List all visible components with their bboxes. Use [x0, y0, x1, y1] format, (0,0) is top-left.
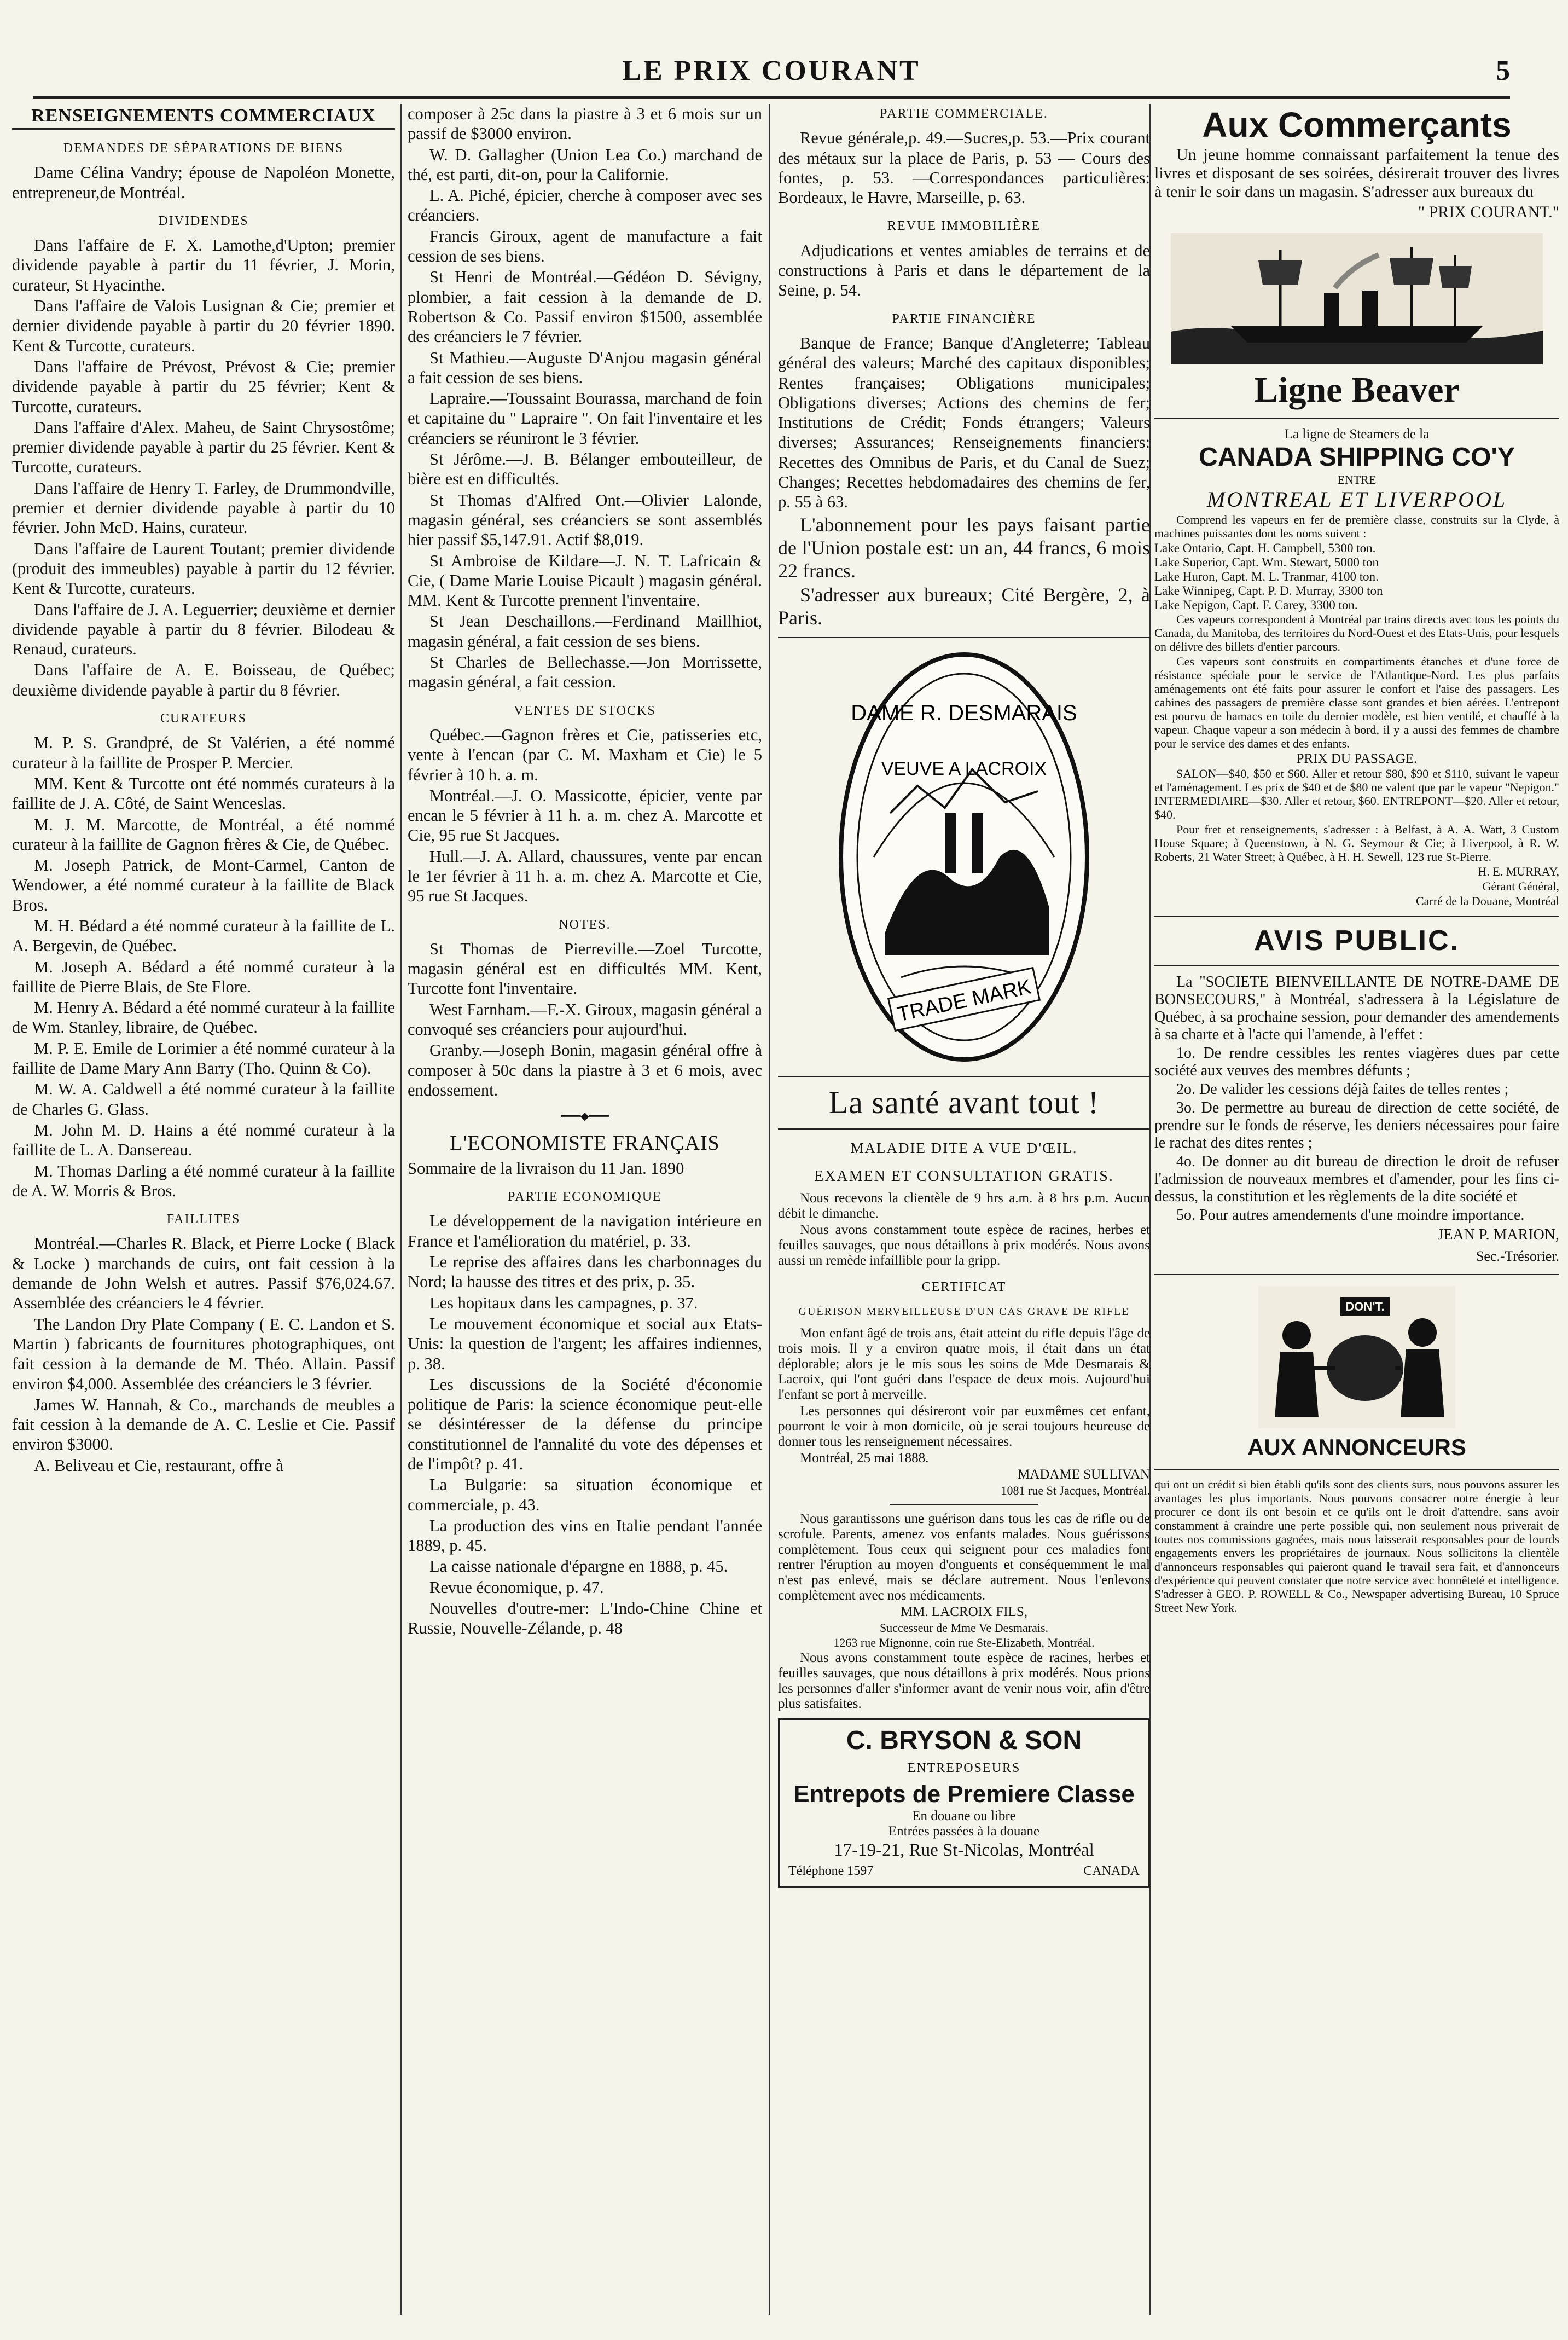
paragraph: Ces vapeurs correspondent à Montréal par trains directs avec tous les points du Canada, du Manitoba, des territoires du Nord-Ouest et des Etats-Unis, pour lesquels on délivre des billets d'entier parcours. [1154, 612, 1559, 654]
list-item: Dans l'affaire de A. E. Boisseau, de Québec; deuxième dividende payable à partir du 8 février. [12, 661, 395, 699]
curateurs-list [12, 733, 395, 1201]
dividendes-list [12, 235, 395, 700]
list-item: A. Beliveau et Cie, restaurant, offre à [34, 1456, 283, 1475]
list-item: Montréal.—J. O. Massicotte, épicier, vente par encan le 5 février à 11 h. a. m. chez A. Marcotte et Cie, 95 rue St Jacques. [408, 786, 762, 845]
dont-illustration [1258, 1286, 1455, 1428]
list-item: M. P. E. Emile de Lorimier a été nommé curateur à la faillite de Dame Mary Ann Barry (Tho. Quinn & Co). [12, 1039, 395, 1078]
subheading: REVUE IMMOBILIÈRE [887, 219, 1041, 234]
list-item: Le reprise des affaires dans les charbonnages du Nord; la hausse des titres et des prix, p. 35. [408, 1253, 762, 1291]
list-item: Lake Ontario, Capt. H. Campbell, 5300 ton. [1154, 541, 1376, 555]
avis-title: AVIS PUBLIC. [1254, 925, 1460, 957]
list-item: Revue économique, p. 47. [429, 1578, 604, 1597]
bryson-line: En douane ou libre [912, 1809, 1016, 1824]
column-4 [1154, 104, 1559, 2315]
separator [778, 1128, 1150, 1130]
list-item: La production des vins en Italie pendant l'année 1889, p. 45. [408, 1516, 762, 1555]
notes-list [408, 939, 762, 1100]
column-1 [12, 104, 395, 2315]
signature-name: MM. LACROIX FILS, [901, 1604, 1027, 1619]
signature: " PRIX COURANT." [1418, 203, 1559, 221]
paragraph: Nous avons constamment toute espèce de racines, herbes et feuilles sauvages, que nous détaillons à prix modérés. Nous prions les personnes d'aller s'informer avant de venir nous voir, afin d'être plus satisfaites. [778, 1650, 1150, 1711]
list-item: West Farnham.—F.-X. Giroux, magasin général a convoqué ses créanciers pour aujourd'hui. [408, 1000, 762, 1039]
list-item: Francis Giroux, agent de manufacture a fait cession de ses biens. [408, 227, 762, 266]
economiste-intro: Sommaire de la livraison du 11 Jan. 1890 [408, 1159, 684, 1178]
list-item: Granby.—Joseph Bonin, magasin général offre à composer à 50c dans la piastre à 3 et 6 mois, avec endossement. [408, 1041, 762, 1099]
list-item: Montréal.—Charles R. Black, et Pierre Locke ( Black & Locke ) marchands de cuirs, ont fait cession à la demande de John Welsh et autres. Passif $76,024.67. Assemblée des créanciers le 4 février. [12, 1234, 395, 1313]
masthead [33, 49, 1510, 99]
separator [890, 1504, 1038, 1505]
bryson-advertisement [778, 1718, 1150, 1889]
subheading: CURATEURS [160, 711, 247, 726]
seal-top-text: DAME R. DESMARAIS [851, 700, 1077, 725]
signature-name: H. E. MURRAY, [1478, 865, 1559, 879]
list-item: 2o. De valider les cessions déjà faites de telles rentes ; [1176, 1081, 1509, 1098]
list-item: Hull.—J. A. Allard, chaussures, vente par encan le 1er février à 11 h. a. m. chez A. Marcotte et Cie, 95 rue St Jacques. [408, 847, 762, 906]
list-item: Le mouvement économique et social aux Etats-Unis: la question de l'argent; les affaires indiennes, p. 38. [408, 1314, 762, 1373]
signature-address: 1081 rue St Jacques, Montréal. [1001, 1483, 1150, 1497]
column-3 [778, 104, 1150, 2315]
paragraph: qui ont un crédit si bien établi qu'ils sont des clients surs, nous pouvons assurer les avantages les plus importants. Nous pouvons consacrer notre énergie à leur procurer ce dont ils ont besoin et ce qu'ils ont le droit d'attendre, sans avoir constamment à craindre une perte possible qui, non seulement nous priverait de toutes nos commissions gagnées, mais nous laisserait responsables pour de lourds engagements envers les propriétaires de journaux. Nous sollicitons la clientèle d'annonceurs responsables qui paieront quand le travail sera fait, et d'annonceurs d'expérience qui peuvent constater que notre service avec honnêteté et intelligence. S'adresser à GEO. P. ROWELL & Co., Newspaper advertising Bureau, 10 Spruce Street New York. [1154, 1477, 1559, 1614]
ships-list [1154, 541, 1559, 612]
separations-list [12, 163, 395, 202]
bryson-telephone: Téléphone 1597 [788, 1864, 874, 1879]
list-item: Dans l'affaire de F. X. Lamothe,d'Upton; premier dividende payable à partir du 11 février, J. Morin, curateur, St Hyacinthe. [12, 236, 395, 294]
annonceurs-title: AUX ANNONCEURS [1247, 1434, 1466, 1460]
subheading: PARTIE FINANCIÈRE [892, 311, 1036, 326]
signature-title: Sec.-Trésorier. [1476, 1248, 1559, 1264]
beaver-title: Ligne Beaver [1254, 370, 1460, 410]
column-divider [769, 104, 770, 2315]
signature-title: Gérant Général, [1482, 879, 1559, 894]
list-item: 3o. De permettre au bureau de direction de cette société, de prendre sur le fonds de réserve, les deniers nécessaires pour faire le rachat des dites rentes ; [1154, 1099, 1559, 1152]
faillites-continued [408, 104, 762, 692]
list-item: Lake Huron, Capt. M. L. Tranmar, 4100 ton. [1154, 570, 1379, 584]
list-item: 4o. De donner au dit bureau de direction le droit de refuser l'admission de nouveaux membres et d'amender, pour les fins ci-dessus, la constitution et les règlements de la dite société et [1154, 1153, 1559, 1206]
paragraph: Un jeune homme connaissant parfaitement la tenue des livres et disposant de ses soirées, désirerait trouver des livres à tenir le soir dans un magasin. S'adresser aux bureaux du [1154, 146, 1559, 201]
subheading: NOTES. [559, 917, 611, 932]
list-item: James W. Hannah, & Co., marchands de meubles a fait cession à la demande de A. C. Leslie et Cie. Passif environ $3000. [12, 1395, 395, 1454]
signature-address: Carré de la Douane, Montréal [1415, 894, 1559, 908]
separator [1154, 1469, 1559, 1470]
ornament-divider: ━━━◆━━━ [561, 1110, 609, 1123]
signature-name: MADAME SULLIVAN [1018, 1467, 1150, 1482]
paragraph: SALON—$40, $50 et $60. Aller et retour $80, $90 et $110, suivant le vapeur et l'aménagement. Les prix de $40 et de $80 ne valent que par le vapeur "Nepigon." INTERMEDIAIRE—$30. Aller et retour, $60. ENTREPONT—$20. Aller et retour, $40. [1154, 767, 1559, 822]
column-divider [400, 104, 402, 2315]
separator [1154, 1274, 1559, 1275]
list-item: Dans l'affaire de Valois Lusignan & Cie; premier et dernier dividende payable à partir du 20 février 1890. Kent & Turcotte, curateurs. [12, 297, 395, 355]
bryson-country: CANADA [1083, 1864, 1140, 1879]
list-item: L. A. Piché, épicier, cherche à composer avec ses créanciers. [408, 186, 762, 225]
economiste-list [408, 1211, 762, 1638]
list-item: M. Joseph A. Bédard a été nommé curateur à la faillite de Pierre Blais, de Ste Flore. [12, 957, 395, 996]
list-item: Le développement de la navigation intérieure en France et l'amélioration du matériel, p. 33. [408, 1212, 762, 1250]
masthead-rule [33, 96, 1510, 99]
faillites-list [12, 1233, 395, 1475]
list-item: MM. Kent & Turcotte ont été nommés curateurs à la faillite de J. A. Côté, de Saint Wenceslas. [12, 774, 395, 813]
list-item: Lapraire.—Toussaint Bourassa, marchand de foin et capitaine du " Lapraire ". On fait l'inventaire et les créanciers se réuniront le 3 février. [408, 389, 762, 448]
paragraph: Mon enfant âgé de trois ans, était atteint du rifle depuis l'âge de trois mois. Il y a environ quatre mois, il était dans un état déplorable; alors je le mis sous les soins de Mde Desmarais & Lacroix, qui l'ont guéri dans l'espace de deux mois. Aujourd'hui l'enfant se port à merveille. [778, 1325, 1150, 1402]
list-item: Dans l'affaire de Laurent Toutant; premier dividende (produit des immeubles) payable à partir du 12 février. Kent & Turcotte, curateurs. [12, 539, 395, 598]
adresse: S'adresser aux bureaux; Cité Bergère, 2, à Paris. [778, 583, 1150, 629]
list-item: W. D. Gallagher (Union Lea Co.) marchand de thé, est parti, dit-on, pour la Californie. [408, 145, 762, 184]
beaver-route: MONTREAL ET LIVERPOOL [1206, 487, 1507, 512]
paragraph: Montréal, 25 mai 1888. [800, 1450, 929, 1466]
list-item: Lake Winnipeg, Capt. P. D. Murray, 3300 ton [1154, 584, 1383, 598]
economiste-title: L'ECONOMISTE FRANÇAIS [450, 1131, 720, 1155]
list-item: La Bulgarie: sa situation économique et commerciale, p. 43. [408, 1475, 762, 1514]
separator [778, 637, 1150, 638]
list-item: composer à 25c dans la piastre à 3 et 6 mois sur un passif de $3000 environ. [408, 105, 762, 143]
paragraph: Ces vapeurs sont construits en compartiments étanches et d'une force de résistance spéciale pour le service de l'Atlantique-Nord. Les plus parfaits aménagements ont été faits pour assurer le confort et l'aise des passagers. Les cabines des passagers de première classe sont grandes et bien aérées. L'entrepont est pourvu de hamacs en toile du dernier modèle, est bien ventilé, et chauffé à la vapeur. Chaque vapeur a son médecin à bord, il y a aussi des femmes de chambre pour le service des dames et des enfants. [1154, 654, 1559, 751]
paragraph: Nous avons constamment toute espèce de racines, herbes et feuilles sauvages, que nous détaillons à prix modérés. Nous avons aussi un remède infaillible pour la gripp. [778, 1223, 1150, 1269]
paragraph: Pour fret et renseignements, s'adresser : à Belfast, à A. A. Watt, 3 Custom House Square; à Queenstown, à N. G. Seymour & Cie; à Liverpool, à R. W. Roberts, 21 Water Street; à Québec, à H. H. Sewell, 123 rue St-Pierre. [1154, 823, 1559, 864]
separator [1154, 965, 1559, 966]
list-item: Dans l'affaire de Prévost, Prévost & Cie; premier dividende payable à partir du 25 février; Kent & Turcotte, curateurs. [12, 357, 395, 416]
list-item: Nouvelles d'outre-mer: L'Indo-Chine Chine et Russie, Nouvelle-Zélande, p. 48 [408, 1599, 762, 1638]
seal-inner-text: VEUVE A LACROIX [881, 758, 1047, 779]
list-item: Dans l'affaire de Henry T. Farley, de Drummondville, premier et dernier dividende payable à partir du 10 février. John McD. Hains, curateur. [12, 478, 395, 537]
list-item: The Landon Dry Plate Company ( E. C. Landon et S. Martin ) fabricants de fournitures photographiques, ont fait cession à la demande de M. Théo. Allain. Passif environ $4,000. Assemblée des créanciers le 3 février. [12, 1314, 395, 1393]
avis-list [1154, 1045, 1559, 1224]
section-heading: RENSEIGNEMENTS COMMERCIAUX [12, 104, 395, 130]
list-item: St Jérôme.—J. B. Bélanger embouteilleur, de bière est en difficultés. [408, 450, 762, 489]
paragraph: Nous garantissons une guérison dans tous les cas de rifle ou de scrofule. Parents, amenez vos enfants malades. Nous guérissons complètement. Tous ceux qui seignent pour ces maladies font rentrer l'éruption au moyen d'onguents et conséquemment le mal n'est pas enlevé, mais se déclare autrement. Nous l'enlevons complètement avec nos médicaments. [778, 1511, 1150, 1603]
beaver-company: CANADA SHIPPING CO'Y [1199, 443, 1515, 472]
newspaper-title: LE PRIX COURANT [622, 55, 921, 86]
subheading: FAILLITES [166, 1212, 241, 1227]
list-item: M. Joseph Patrick, de Mont-Carmel, Canton de Wendower, a été nommé curateur à la faillite de Black Bros. [12, 856, 395, 914]
list-item: St Mathieu.—Auguste D'Anjou magasin général a fait cession de ses biens. [408, 348, 762, 387]
trademark-seal-image [835, 649, 1093, 1065]
guerison-heading: GUÉRISON MERVEILLEUSE D'UN CAS GRAVE DE RIFLE [798, 1305, 1130, 1318]
maladie-heading: MALADIE DITE A VUE D'ŒIL. [850, 1139, 1078, 1156]
column-2 [408, 104, 762, 2315]
ventes-list [408, 725, 762, 906]
list-item: M. John M. D. Hains a été nommé curateur à la faillite de L. A. Dansereau. [12, 1120, 395, 1160]
dont-sign-text: DON'T. [1345, 1299, 1385, 1313]
bryson-line: Entrées passées à la douane [888, 1824, 1040, 1839]
signature-name: JEAN P. MARION, [1437, 1226, 1559, 1244]
beaver-sub: La ligne de Steamers de la [1284, 427, 1430, 442]
list-item: M. Thomas Darling a été nommé curateur à la faillite de A. W. Morris & Bros. [12, 1161, 395, 1200]
separator [778, 1076, 1150, 1077]
seal-bottom-text: TRADE MARK [895, 975, 1033, 1027]
list-item: M. Henry A. Bédard a été nommé curateur à la faillite de Wm. Stanley, libraire, de Québec. [12, 998, 395, 1037]
paragraph: Revue générale,p. 49.—Sucres,p. 53.—Prix courant des métaux sur la place de Paris, p. 53 — Cours des fontes, p. 53. —Correspondances particulières: Bordeaux, le Havre, Marseille, p. 63. [778, 129, 1150, 207]
subheading: DIVIDENDES [158, 213, 249, 228]
list-item: La caisse nationale d'épargne en 1888, p. 45. [429, 1557, 728, 1576]
list-item: St Jean Deschaillons.—Ferdinand Maillhiot, magasin général, a fait cession de ses biens. [408, 612, 762, 651]
list-item: 5o. Pour autres amendements d'une moindre importance. [1176, 1207, 1525, 1224]
list-item: M. W. A. Caldwell a été nommé curateur à la faillite de Charles G. Glass. [12, 1080, 395, 1119]
list-item: St Charles de Bellechasse.—Jon Morrissette, magasin général, a fait cession. [408, 653, 762, 692]
list-item: Dans l'affaire d'Alex. Maheu, de Saint Chrysostôme; premier dividende payable à partir du 25 février. Kent & Turcotte, curateurs. [12, 418, 395, 477]
paragraph: Banque de France; Banque d'Angleterre; Tableau général des valeurs; Marché des capitaux disponibles; Rentes françaises; Obligations municipales; Obligations diverses; Actions des chemins de fer; Institutions de Crédit; Fonds étrangers; Valeurs diverses; Assurances; Renseignements financiers: Recettes des Omnibus de Paris, et du Canal de Suez; Changes; Recettes hebdomadaires des chemins de fer, p. 55 à 63. [778, 333, 1150, 512]
list-item: Québec.—Gagnon frères et Cie, patisseries etc, vente à l'encan (par C. M. Maxham et Cie) le 5 février à 10 h. a. m. [408, 725, 762, 784]
beaver-entre: ENTRE [1337, 473, 1377, 487]
list-item: Lake Superior, Capt. Wm. Stewart, 5000 ton [1154, 555, 1379, 570]
bryson-name: C. BRYSON & SON [846, 1725, 1082, 1755]
paragraph: La "SOCIETE BIENVEILLANTE DE NOTRE-DAME DE BONSECOURS," à Montréal, s'adressera à la Législature de Québec, à sa prochaine session, pour demander des amendements à sa charte et à l'acte qui l'amende, à l'effet : [1154, 974, 1559, 1044]
paragraph: Nous recevons la clientèle de 9 hrs a.m. à 8 hrs p.m. Aucun débit le dimanche. [778, 1191, 1150, 1221]
separator [1154, 916, 1559, 917]
passage-title: PRIX DU PASSAGE. [1296, 751, 1418, 767]
abonnement: L'abonnement pour les pays faisant partie de l'Union postale est: un an, 44 francs, 6 mois 22 francs. [778, 513, 1150, 582]
list-item: M. H. Bédard a été nommé curateur à la faillite de L. A. Bergevin, de Québec. [12, 916, 395, 955]
subheading: DEMANDES DE SÉPARATIONS DE BIENS [63, 141, 344, 155]
list-item: Dans l'affaire de J. A. Leguerrier; deuxième et dernier dividende payable à partir du 8 février. Bilodeau & Renaud, curateurs. [12, 600, 395, 659]
list-item: St Thomas d'Alfred Ont.—Olivier Lalonde, magasin général, ses créanciers se sont assemblés hier passif $5,147.91. Actif $8,019. [408, 490, 762, 549]
list-item: St Thomas de Pierreville.—Zoel Turcotte, magasin général est en difficultés MM. Kent, Turcotte font l'inventaire. [408, 939, 762, 998]
paragraph: Comprend les vapeurs en fer de première classe, construits sur la Clyde, à machines puissantes dont les noms suivent : [1154, 513, 1559, 541]
signature-sub: Successeur de Mme Ve Desmarais. [879, 1620, 1049, 1635]
commercants-title: Aux Commerçants [1202, 105, 1512, 144]
subheading: VENTES DE STOCKS [514, 703, 656, 718]
bryson-headline: Entrepots de Premiere Classe [793, 1781, 1135, 1808]
paragraph: Adjudications et ventes amiables de terrains et de constructions à Paris et dans le département de la Seine, p. 54. [778, 241, 1150, 300]
list-item: Dame Célina Vandry; épouse de Napoléon Monette, entrepreneur,de Montréal. [12, 163, 395, 202]
list-item: M. P. S. Grandpré, de St Valérien, a été nommé curateur à la faillite de Prosper P. Mercier. [12, 733, 395, 772]
examen-heading: EXAMEN ET CONSULTATION GRATIS. [814, 1167, 1114, 1185]
steamship-image [1171, 233, 1543, 364]
list-item: M. J. M. Marcotte, de Montréal, a été nommé curateur à la faillite de Gagnon frères & Cie, de Québec. [12, 815, 395, 854]
list-item: 1o. De rendre cessibles les rentes viagères dues par cette société aux veuves des membres défunts ; [1154, 1045, 1559, 1080]
list-item: Les hopitaux dans les campagnes, p. 37. [429, 1293, 698, 1312]
signature-address: 1263 rue Mignonne, coin rue Ste-Elizabeth, Montréal. [833, 1635, 1095, 1649]
bryson-address: 17-19-21, Rue St-Nicolas, Montréal [834, 1840, 1094, 1861]
list-item: Les discussions de la Société d'économie politique de Paris: la science économique peut-elle se désintéresser de la défense du principe constitutionnel de l'annalité du vote des dépenses et de l'impôt? p. 41. [408, 1375, 762, 1473]
separator [1154, 418, 1559, 419]
subheading: PARTIE COMMERCIALE. [880, 107, 1048, 121]
sante-title: La santé avant tout ! [828, 1084, 1100, 1120]
paragraph: Les personnes qui désireront voir par euxmêmes cet enfant, pourront le voir à mon domicile, où je serai toujours heureuse de donner tous les renseignement nécessaires. [778, 1403, 1150, 1449]
bryson-role: ENTREPOSEURS [907, 1760, 1021, 1775]
list-item: Lake Nepigon, Capt. F. Carey, 3300 ton. [1154, 598, 1358, 612]
page-number: 5 [1496, 55, 1510, 86]
list-item: St Ambroise de Kildare—J. N. T. Lafricain & Cie, ( Dame Marie Louise Picault ) magasin général. MM. Kent & Turcotte prennent l'inventaire. [408, 551, 762, 610]
list-item: St Henri de Montréal.—Gédéon D. Sévigny, plombier, a fait cession à la demande de D. Robertson & Co. Passif environ $1500, assemblée des créanciers le 7 février. [408, 268, 762, 346]
subheading: PARTIE ECONOMIQUE [508, 1190, 662, 1204]
certificat-heading: CERTIFICAT [921, 1280, 1007, 1295]
